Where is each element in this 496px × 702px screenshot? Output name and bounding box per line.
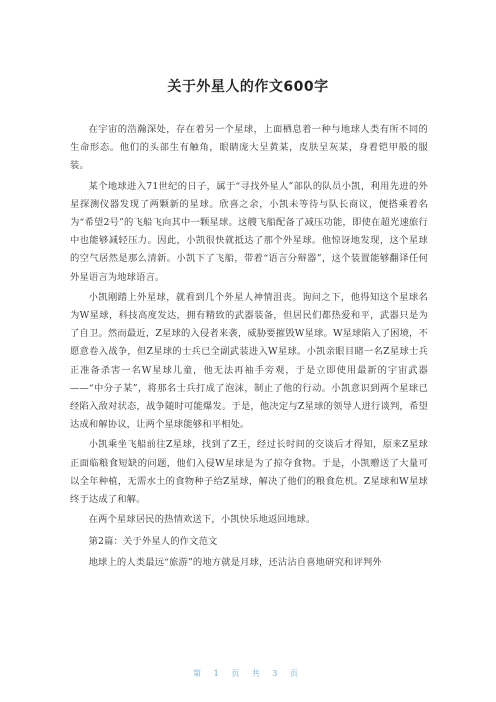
paragraph-2: 某个地球进入71世纪的日子，属于“寻找外星人”部队的队员小凯，利用先进的外星探测仪器发现了两颗新的星球。欣喜之余，小凯未等待与队长商议，便搭乘着名为“希望2号”的飞船飞向其中一颗星球。这艘飞船配备了减压功能，即使在超光速旅行中也能够减轻压力。因此，小凯很快就抵达了那个外星球。他惊讶地发现，这个星球的空气居然是那么清新。小凯下了飞船，带着“语言分辩器”，这个装置能够翻译任何外星语言为地球语言。 xyxy=(70,180,428,283)
paragraph-1: 在宇宙的浩瀚深处，存在着另一个星球，上面栖息着一种与地球人类有所不同的生命形态。他们的头部生有触角，眼睛庞大呈黄某，皮肤呈灰某，身着铠甲般的服装。 xyxy=(70,124,428,172)
paragraph-6: 地球上的人类最远“旅游”的地方就是月球，还沾沾自喜地研究和评判外 xyxy=(88,556,382,568)
document-body xyxy=(70,121,428,574)
page-number-footer: 第 1 页 共 3 页 xyxy=(193,669,303,678)
section-heading-2: 第2篇：关于外星人的作文范文 xyxy=(88,536,218,548)
paragraph-5: 在两个星球居民的热情欢送下，小凯快乐地返回地球。 xyxy=(88,514,316,526)
document-title: 关于外星人的作文600字 xyxy=(167,79,329,95)
paragraph-3: 小凯刚踏上外星球，就看到几个外星人神情沮丧。询问之下，他得知这个星球名为W星球，科技高度发达，拥有精致的武器装备，但居民们都热爱和平，武器只是为了自卫。然而最近，Z星球的入侵者来袭，威胁要摧毁W星球。W星球陷入了困境，不愿意卷入战争，但Z星球的士兵已全副武装进入W星球。小凯亲眼目睹一名Z星球士兵正准备杀害一名W星球儿童，他无法再袖手旁观，于是立即使用最新的宇宙武器——“中分子某”，将那名士兵打成了泡沫，制止了他的行动。小凯意识到两个星球已经陷入敌对状态，战争随时可能爆发。于是，他决定与Z星球的领导人进行谈判，希望达成和解协议，让两个星球能够和平相处。 xyxy=(70,291,428,431)
paragraph-4: 小凯乘坐飞船前往Z星球，找到了Z王，经过长时间的交谈后才得知，原来Z星球正面临粮食短缺的问题，他们入侵W星球是为了掠夺食物。于是，小凯赠送了大量可以全年种植，无需水土的食物种子给Z星球，解决了他们的粮食危机。Z星球和W星球终于达成了和解。 xyxy=(70,439,428,506)
